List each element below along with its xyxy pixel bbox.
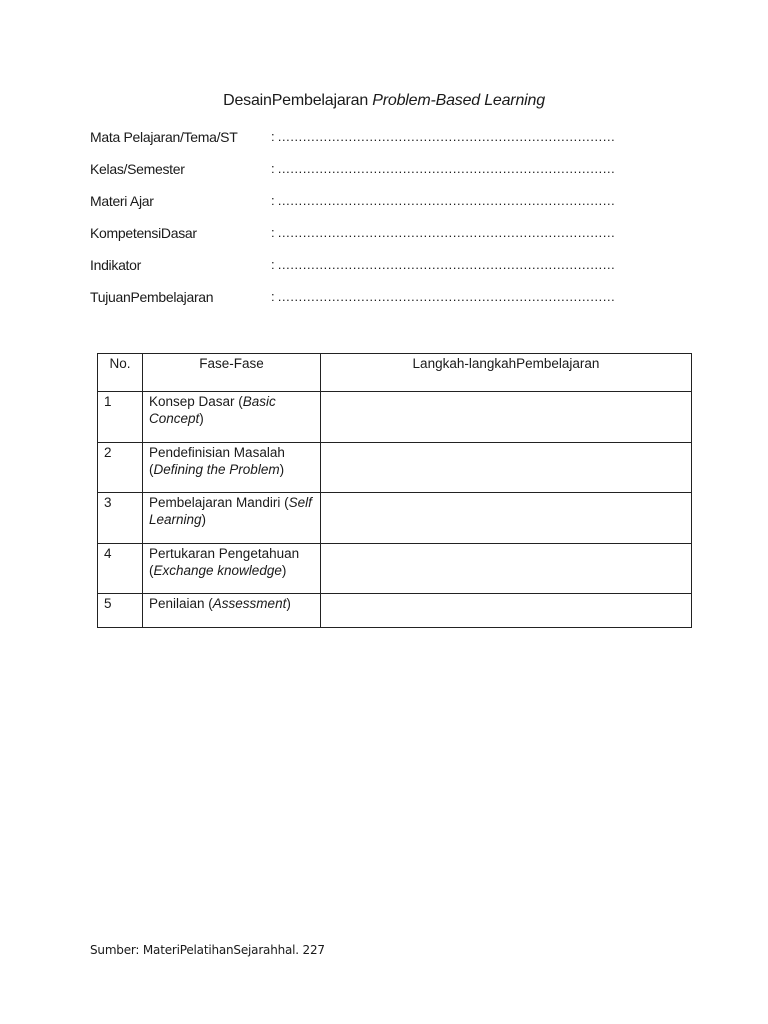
- table-row: [98, 443, 692, 493]
- field-value: : ………………………………………………………………………: [271, 225, 615, 240]
- row-number: 4: [98, 544, 143, 594]
- field-row-material: [90, 192, 690, 224]
- row-steps: [321, 594, 692, 628]
- header-phase: Fase-Fase: [143, 354, 321, 392]
- table-row: [98, 392, 692, 443]
- row-phase: Pembelajaran Mandiri (Self Learning): [143, 493, 321, 544]
- field-row-indicator: [90, 256, 690, 288]
- document-title: [0, 92, 768, 110]
- field-value: : ………………………………………………………………………: [271, 193, 615, 208]
- field-label: Materi Ajar: [90, 193, 154, 209]
- field-row-subject: [90, 128, 690, 160]
- field-value: : ………………………………………………………………………: [271, 161, 615, 176]
- source-citation: Sumber: MateriPelatihanSejarahhal. 227: [90, 943, 325, 957]
- field-label: KompetensiDasar: [90, 225, 197, 241]
- row-number: 5: [98, 594, 143, 628]
- table-header-row: [98, 354, 692, 392]
- row-number: 1: [98, 392, 143, 443]
- field-value: : ………………………………………………………………………: [271, 129, 615, 144]
- row-phase: Pertukaran Pengetahuan (Exchange knowledge): [143, 544, 321, 594]
- field-label: Indikator: [90, 257, 141, 273]
- form-fields: [90, 128, 690, 320]
- field-row-objective: [90, 288, 690, 320]
- row-steps: [321, 392, 692, 443]
- pbl-phase-table: [97, 353, 692, 628]
- row-number: 2: [98, 443, 143, 493]
- field-value: : ………………………………………………………………………: [271, 289, 615, 304]
- title-italic: Problem-Based Learning: [372, 92, 545, 109]
- row-phase: Pendefinisian Masalah (Defining the Problem): [143, 443, 321, 493]
- row-steps: [321, 443, 692, 493]
- field-row-competency: [90, 224, 690, 256]
- row-phase: Penilaian (Assessment): [143, 594, 321, 628]
- table-row: [98, 544, 692, 594]
- title-main: DesainPembelajaran: [223, 92, 369, 109]
- row-number: 3: [98, 493, 143, 544]
- header-no: No.: [98, 354, 143, 392]
- row-phase: Konsep Dasar (Basic Concept): [143, 392, 321, 443]
- header-steps: Langkah-langkahPembelajaran: [321, 354, 692, 392]
- field-row-class-semester: [90, 160, 690, 192]
- field-label: Mata Pelajaran/Tema/ST: [90, 129, 238, 145]
- row-steps: [321, 493, 692, 544]
- field-value: : ………………………………………………………………………: [271, 257, 615, 272]
- field-label: TujuanPembelajaran: [90, 289, 214, 305]
- table-row: [98, 594, 692, 628]
- field-label: Kelas/Semester: [90, 161, 185, 177]
- row-steps: [321, 544, 692, 594]
- table-row: [98, 493, 692, 544]
